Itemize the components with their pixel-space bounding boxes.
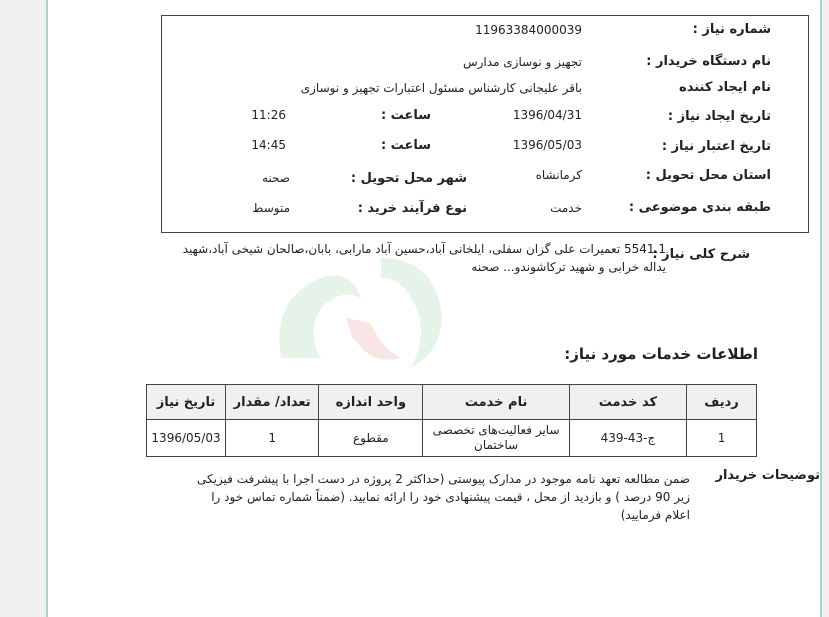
description-label: شرح کلی نیاز : — [652, 247, 750, 262]
cell-quantity: 1 — [226, 420, 319, 457]
col-header-quantity: تعداد/ مقدار — [226, 385, 319, 420]
cell-service-name: سایر فعالیت‌های تخصصی ساختمان — [423, 420, 569, 457]
process-value: متوسط — [252, 201, 290, 215]
created-date-label: تاریخ ایجاد نیاز : — [667, 109, 771, 124]
col-header-service-code: کد خدمت — [569, 385, 686, 420]
cell-service-code: ج-43-439 — [569, 420, 686, 457]
cell-unit: مقطوع — [319, 420, 423, 457]
validity-time-value: 14:45 — [251, 138, 286, 152]
services-section-title: اطلاعات خدمات مورد نیاز: — [564, 345, 758, 363]
services-table-header-row — [147, 385, 757, 420]
description-text: 5541.1 تعمیرات علی گزان سفلی، ایلخانی آباد،حسین آباد مارابی، بابان،صالحان شیخی آباد،شهید یداله خرابی و شهید ترکاشوندو... صحنه — [182, 242, 666, 274]
validity-date-value: 1396/05/03 — [512, 138, 582, 152]
province-value: کرمانشاه — [535, 168, 582, 182]
buyer-notes-text: ضمن مطالعه تعهد نامه موجود در مدارک پیوستی (حداکثر 2 پروژه در دست اجرا با پیشرفت فیزیکی زیر 90 درصد ) و بازدید از محل ، قیمت پیشنهادی خود را ارائه نمایید. (ضمناً شماره تماس خود را اعلام فرمایید) — [196, 472, 690, 522]
category-value: خدمت — [550, 201, 582, 215]
creator-label: نام ایجاد کننده — [679, 80, 771, 95]
document-page — [46, 0, 822, 617]
created-time-label: ساعت : — [380, 108, 431, 123]
col-header-row-number: ردیف — [687, 385, 757, 420]
city-label: شهر محل تحویل : — [350, 171, 467, 186]
validity-time-label: ساعت : — [380, 138, 431, 153]
created-time-value: 11:26 — [251, 108, 286, 122]
services-table — [146, 384, 757, 457]
buyer-org-label: نام دستگاه خریدار : — [646, 54, 771, 69]
col-header-need-date: تاریخ نیاز — [147, 385, 226, 420]
city-value: صحنه — [262, 171, 290, 185]
category-label: طبقه بندی موضوعی : — [628, 200, 771, 215]
need-number-label: شماره نیاز : — [692, 22, 771, 37]
col-header-service-name: نام خدمت — [423, 385, 569, 420]
validity-date-label: تاریخ اعتبار نیاز : — [661, 139, 771, 154]
cell-need-date: 1396/05/03 — [147, 420, 226, 457]
province-label: استان محل تحویل : — [645, 168, 771, 183]
buyer-org-value: تجهیز و نوسازی مدارس — [462, 55, 582, 69]
created-date-value: 1396/04/31 — [512, 108, 582, 122]
creator-value: باقر علیجانی کارشناس مسئول اعتبارات تجهیز و نوسازی — [300, 81, 582, 95]
need-number-value: 11963384000039 — [475, 23, 582, 37]
buyer-notes-label: توضیحات خریدار — [715, 468, 820, 483]
cell-row-number: 1 — [687, 420, 757, 457]
process-label: نوع فرآیند خرید : — [357, 201, 467, 216]
col-header-unit: واحد اندازه — [319, 385, 423, 420]
table-row — [147, 420, 757, 457]
